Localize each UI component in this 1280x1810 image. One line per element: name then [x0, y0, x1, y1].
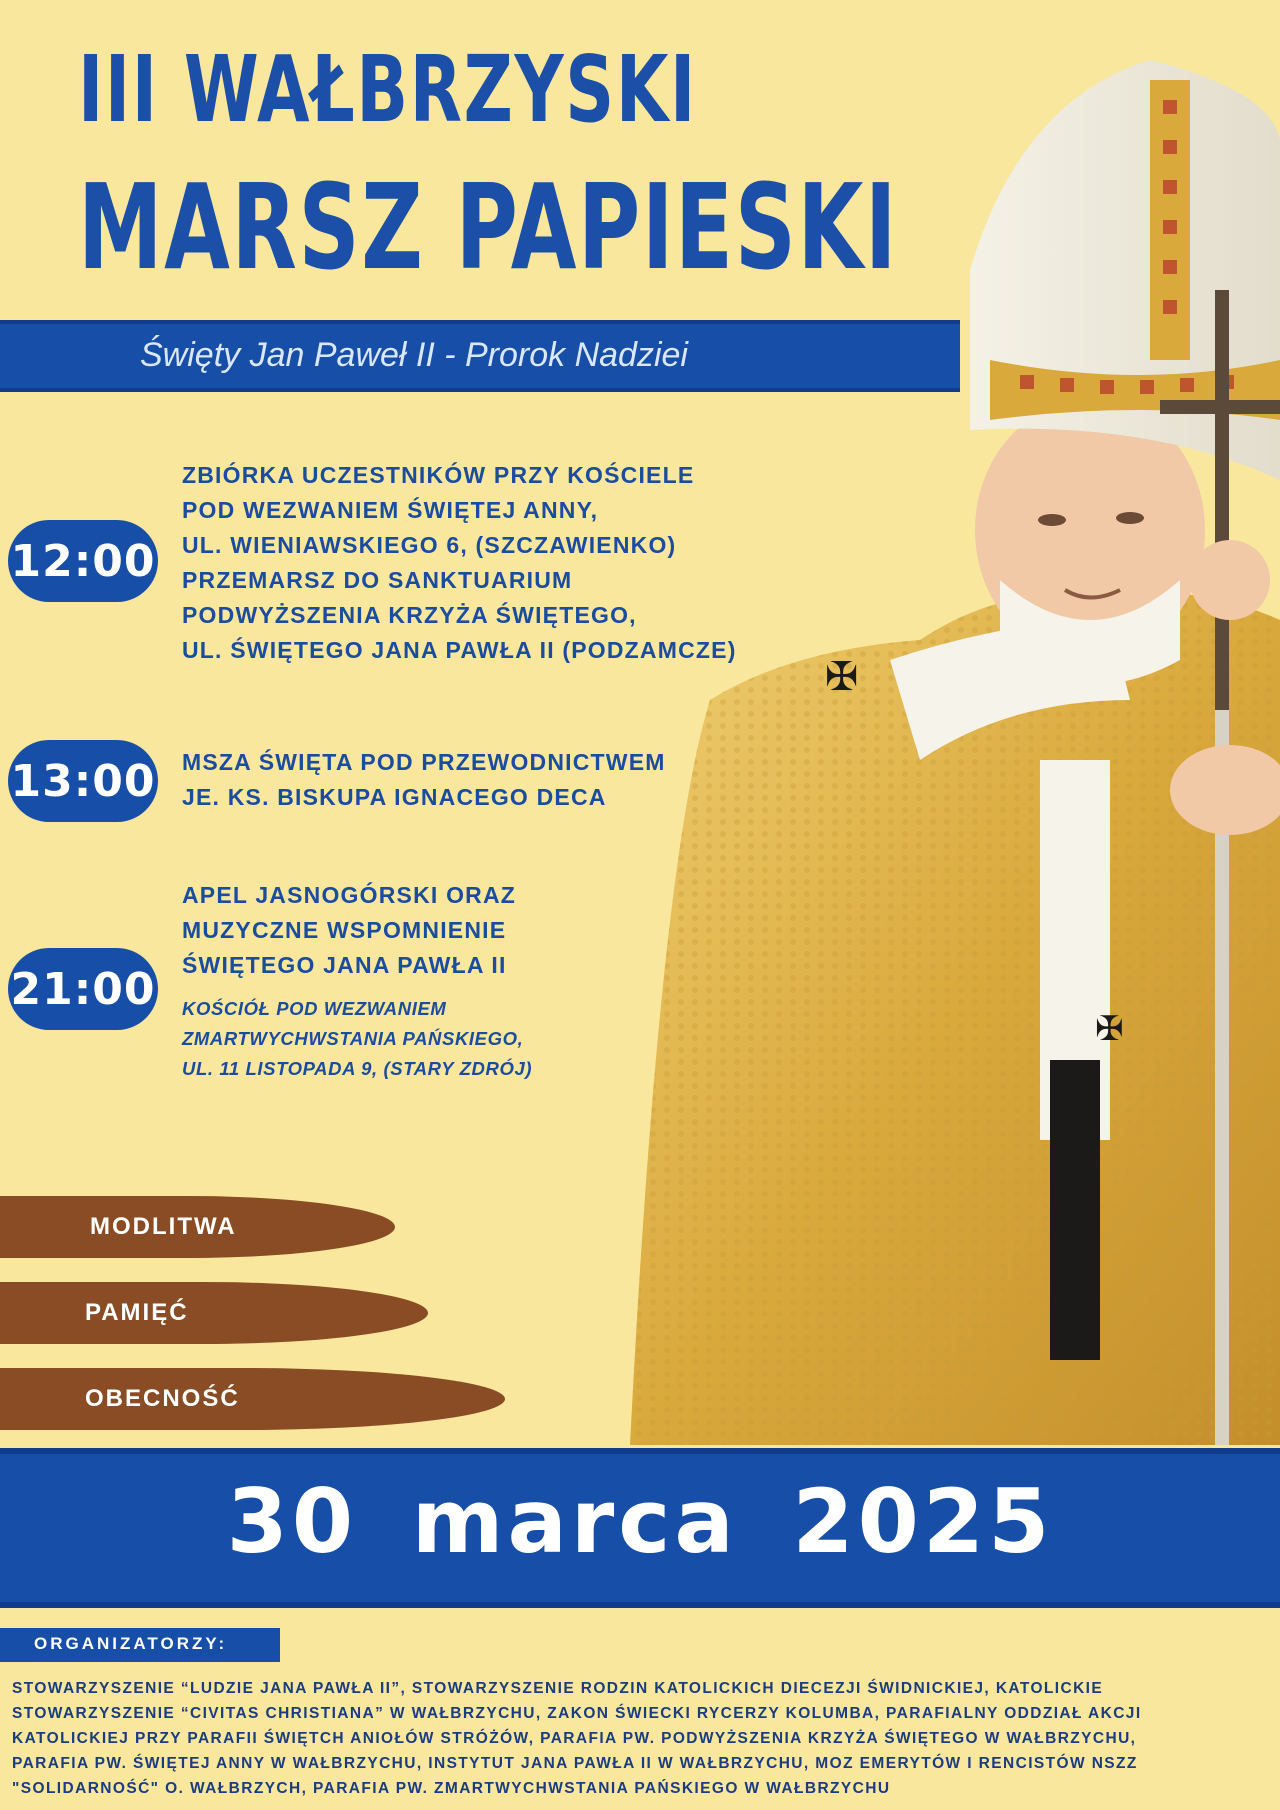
event-1200-text [182, 458, 737, 668]
event-line: APEL JASNOGÓRSKI ORAZ [182, 882, 517, 908]
pillar-pamiec: PAMIĘĆ [0, 1282, 428, 1344]
organizers-line: PARAFIA PW. ŚWIĘTEJ ANNY W WAŁBRZYCHU, INSTYTUT JANA PAWŁA II W WAŁBRZYCHU, MOZ EMERYTÓW I RENCISTÓW NSZZ [12, 1755, 1138, 1772]
event-location-line: UL. 11 LISTOPADA 9, (STARY ZDRÓJ) [182, 1058, 533, 1079]
event-location-line: ZMARTWYCHWSTANIA PAŃSKIEGO, [182, 1028, 524, 1049]
title-line-2: MARSZ PAPIESKI [78, 158, 899, 296]
event-location-line: KOŚCIÓŁ POD WEZWANIEM [182, 998, 447, 1019]
organizers-label: ORGANIZATORZY: [34, 1634, 228, 1653]
organizers-line: KATOLICKIEJ PRZY PARAFII ŚWIĘTCH ANIOŁÓW STRÓŻÓW, PARAFIA PW. PODWYŻSZENIA KRZYŻA ŚWIĘTEGO W WAŁBRZYCHU, [12, 1730, 1137, 1747]
event-line: ZBIÓRKA UCZESTNIKÓW PRZY KOŚCIELE [182, 462, 695, 488]
time-badge-1300: 13:00 [8, 740, 158, 822]
event-line: MUZYCZNE WSPOMNIENIE [182, 917, 507, 943]
svg-text:✠: ✠ [1095, 1009, 1124, 1049]
organizers-line: "SOLIDARNOŚĆ" O. WAŁBRZYCH, PARAFIA PW. ZMARTWYCHWSTANIA PAŃSKIEGO W WAŁBRZYCHU [12, 1780, 891, 1797]
pillar-modlitwa: MODLITWA [0, 1196, 395, 1258]
svg-text:✠: ✠ [825, 654, 859, 700]
pillar-obecnosc: OBECNOŚĆ [0, 1368, 505, 1430]
event-line: UL. WIENIAWSKIEGO 6, (SZCZAWIENKO) [182, 532, 677, 558]
time-badge-2100: 21:00 [8, 948, 158, 1030]
event-date: 30 marca 2025 [226, 1470, 1054, 1573]
event-line: MSZA ŚWIĘTA POD PRZEWODNICTWEM [182, 749, 666, 775]
event-line: JE. KS. BISKUPA IGNACEGO DECA [182, 784, 607, 810]
event-line: UL. ŚWIĘTEGO JANA PAWŁA II (PODZAMCZE) [182, 637, 737, 663]
time-badge-1200: 12:00 [8, 520, 158, 602]
event-line: POD WEZWANIEM ŚWIĘTEJ ANNY, [182, 497, 599, 523]
event-line: ŚWIĘTEGO JANA PAWŁA II [182, 952, 507, 978]
event-1300-text [182, 745, 666, 815]
subtitle: Święty Jan Paweł II - Prorok Nadziei [140, 336, 688, 374]
event-line: PODWYŻSZENIA KRZYŻA ŚWIĘTEGO, [182, 602, 637, 628]
organizers-line: STOWARZYSZENIE “LUDZIE JANA PAWŁA II”, STOWARZYSZENIE RODZIN KATOLICKICH DIECEZJI ŚWIDNICKIEJ, KATOLICKIE [12, 1680, 1104, 1697]
event-2100-location [182, 994, 532, 1084]
title-line-1: III WAŁBRZYSKI [78, 36, 697, 143]
event-line: PRZEMARSZ DO SANKTUARIUM [182, 567, 573, 593]
event-2100-text [182, 878, 516, 983]
organizers-line: STOWARZYSZENIE “CIVITAS CHRISTIANA” W WAŁBRZYCHU, ZAKON ŚWIECKI RYCERZY KOLUMBA, PARAFIALNY ODDZIAŁ AKCJI [12, 1705, 1142, 1722]
